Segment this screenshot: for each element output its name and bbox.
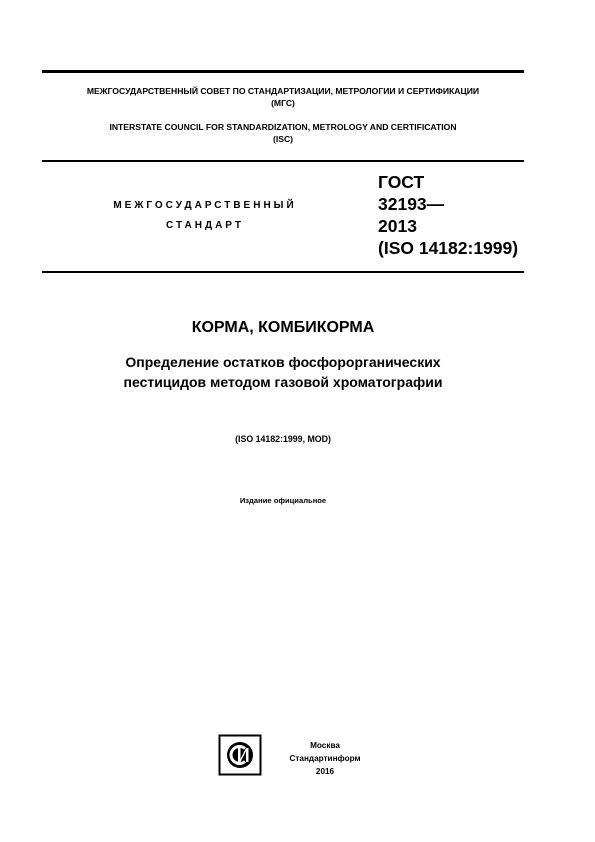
council-name-en (42, 121, 524, 145)
middle-rule (42, 160, 524, 162)
council-abbr-ru: (МГС) (271, 98, 295, 108)
council-abbr-en: (ISC) (272, 134, 294, 144)
publisher-block (270, 739, 380, 778)
top-rule (42, 70, 524, 73)
standard-prefix: ГОСТ (378, 172, 425, 192)
standartinform-logo-icon (218, 734, 262, 776)
publisher-year: 2016 (315, 767, 335, 776)
iso-modification: (ISO 14182:1999, MOD) (235, 434, 331, 444)
standard-iso-ref: (ISO 14182:1999) (378, 238, 519, 258)
publisher-city: Москва (310, 741, 340, 750)
document-subtitle-line1: Определение остатков фосфорорганических (125, 354, 441, 370)
document-subtitle-line2: пестицидов методом газовой хроматографии (123, 374, 443, 390)
standard-type-line2: СТАНДАРТ (166, 220, 244, 231)
edition-label: Издание официальное (239, 496, 327, 505)
publisher-name: Стандартинформ (289, 754, 361, 763)
standard-type (80, 196, 330, 236)
council-name-ru-line: МЕЖГОСУДАРСТВЕННЫЙ СОВЕТ ПО СТАНДАРТИЗАЦИИ, МЕТРОЛОГИИ И СЕРТИФИКАЦИИ (86, 86, 480, 96)
document-title: КОРМА, КОМБИКОРМА (191, 319, 375, 336)
standard-type-line1: МЕЖГОСУДАРСТВЕННЫЙ (113, 200, 297, 211)
document-subtitle (42, 352, 524, 392)
bottom-rule (42, 271, 524, 273)
standard-number: 32193— (378, 194, 445, 214)
standard-year: 2013 (378, 216, 417, 236)
standard-designation (378, 171, 518, 259)
council-name-ru (42, 85, 524, 109)
council-name-en-line: INTERSTATE COUNCIL FOR STANDARDIZATION, METROLOGY AND CERTIFICATION (109, 122, 457, 132)
